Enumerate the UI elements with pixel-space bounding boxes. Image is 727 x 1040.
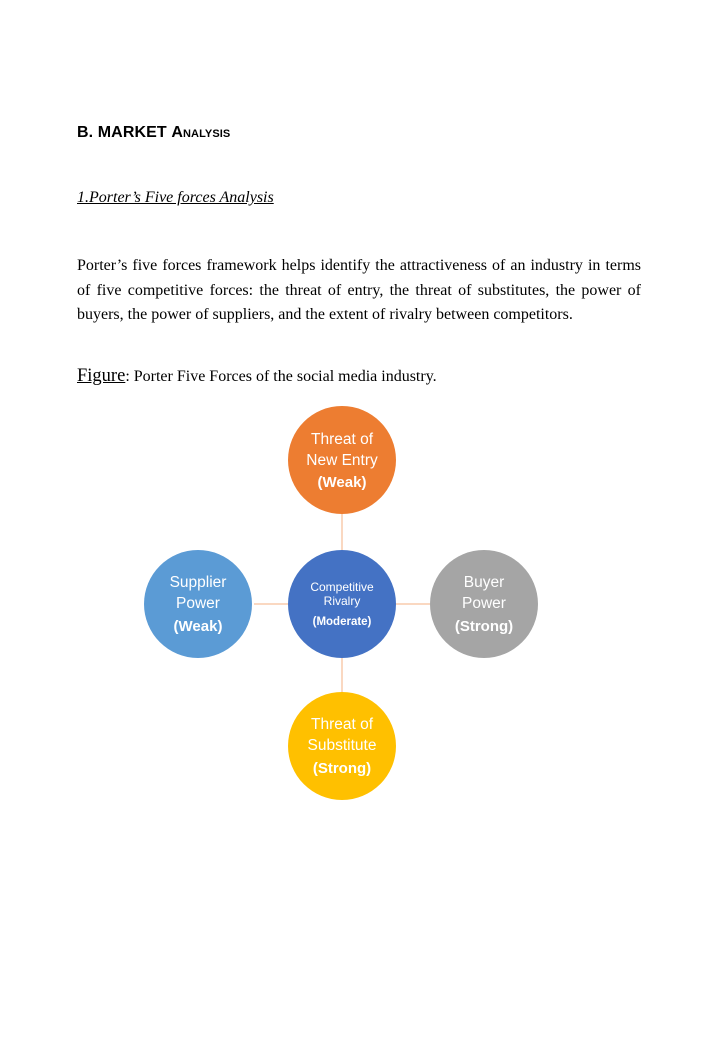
node-strength: (Moderate): [312, 616, 372, 628]
node-strength: (Strong): [454, 618, 514, 635]
node-label-line2: Substitute: [307, 737, 377, 754]
subheading: 1.Porter’s Five forces Analysis: [77, 189, 274, 206]
node-label-line2: Power: [462, 595, 506, 612]
figure-label: Figure: [77, 366, 126, 386]
node-threat-of-substitute: [288, 692, 396, 800]
node-strength: (Weak): [173, 618, 223, 635]
node-label-line1: Competitive: [310, 580, 374, 594]
node-label-line2: Rivalry: [323, 594, 361, 608]
node-strength: (Strong): [312, 760, 372, 777]
body-paragraph: Porter’s five forces framework helps identify the attractiveness of an industry in terms of five competitive forces: the threat of entry, the threat of substitutes, the power of buyers, the power of suppliers, and the extent of rivalry between competitors.: [77, 257, 641, 323]
node-label-line2: Power: [176, 595, 220, 612]
node-label-line1: Threat of: [310, 716, 374, 733]
node-threat-of-new-entry: [288, 406, 396, 514]
node-competitive-rivalry: [288, 550, 396, 658]
node-label-line1: Supplier: [169, 574, 227, 591]
node-supplier-power: [144, 550, 252, 658]
section-heading-title: Analysis: [171, 124, 231, 141]
node-label-line2: New Entry: [306, 452, 378, 469]
node-label-line1: Threat of: [310, 431, 374, 448]
node-strength: (Weak): [317, 474, 367, 491]
figure-caption-text: : Porter Five Forces of the social media industry.: [125, 368, 437, 385]
node-label-line1: Buyer: [463, 574, 505, 591]
node-buyer-power: [430, 550, 538, 658]
section-heading-prefix: B. MARKET: [77, 124, 172, 141]
